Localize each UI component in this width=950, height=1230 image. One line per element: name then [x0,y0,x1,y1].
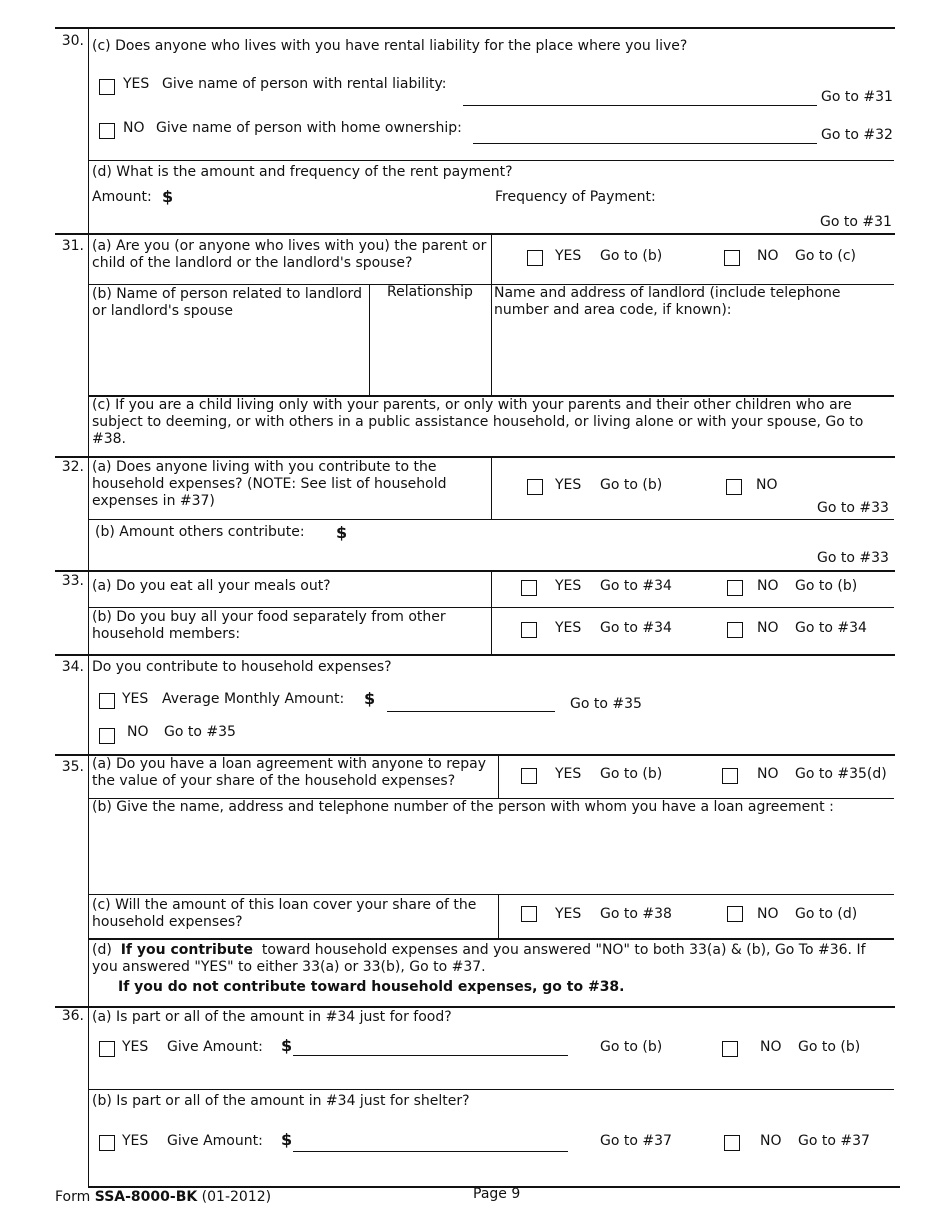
q36a-yes-label: YES [122,1039,149,1055]
q32a-yes-checkbox[interactable] [527,479,543,495]
q32a-no-checkbox[interactable] [726,479,742,495]
q36b-no-checkbox[interactable] [724,1135,740,1151]
q35d-prefix: (d) [92,942,112,958]
q31c-text: (c) If you are a child living only with your parents, or only with your parents and their other children who are subject to deeming, or with others in a public assistance household, or living alone or with your spouse, Go to #38. [92,397,864,447]
rule-33b [88,607,894,608]
q33a-no-checkbox[interactable] [727,580,743,596]
question-number-30: 30. [61,33,84,49]
q30c-no-label: NO [123,120,145,136]
q36a-dollar-sign: $ [281,1036,293,1055]
q35a-yes-label: YES [555,766,582,782]
q35d-text: toward household expenses and you answered "NO" to both 33(a) & (b), Go To #36. If you answered "YES" to either 33(a) or 33(b), Go to #37. [92,942,866,975]
q30c-yes-label: YES [123,76,150,92]
q36b-yes-checkbox[interactable] [99,1135,115,1151]
q30d-amount-label: Amount: [92,189,152,205]
q33a-no-label: NO [757,578,779,594]
q34-question: Do you contribute to household expenses? [92,659,392,675]
q36b-no-label: NO [760,1133,782,1149]
q33b-question: (b) Do you buy all your food separately from other household members: [92,609,446,642]
q32b-text: (b) Amount others contribute: [95,524,305,540]
q35c-yes-checkbox[interactable] [521,906,537,922]
q35b-text: (b) Give the name, address and telephone number of the person with whom you have a loan agreement : [92,799,834,815]
q32a-yes-label: YES [555,477,582,493]
q30c-no-checkbox[interactable] [99,123,115,139]
q30d-dollar-sign: $ [162,187,174,206]
rule-31 [55,233,895,235]
q31b-name-header: (b) Name of person related to landlord or landlord's spouse [92,286,362,319]
q35a-yes-checkbox[interactable] [521,768,537,784]
q32a-divider [491,456,492,519]
rule-32b [88,519,894,520]
q31a-divider [491,233,492,395]
q36b-question: (b) Is part or all of the amount in #34 just for shelter? [92,1093,470,1109]
rule-34 [55,654,895,656]
q32a-goto: Go to #33 [817,500,889,516]
q36b-no-goto: Go to #37 [798,1133,870,1149]
rule-32 [55,456,895,458]
q35d-bold-not-contribute: If you do not contribute toward household expenses, go to #38. [118,979,625,995]
form-number: SSA-8000-BK [94,1189,198,1205]
q36b-yes-text: Give Amount: [167,1133,263,1149]
q34-yes-text: Average Monthly Amount: [162,691,345,707]
question-number-32: 32. [61,459,84,475]
q34-yes-goto: Go to #35 [570,696,642,712]
q33b-no-checkbox[interactable] [727,622,743,638]
q33b-yes-checkbox[interactable] [521,622,537,638]
q31b-col-divider [369,284,370,395]
question-number-31: 31. [61,238,84,254]
q36a-goto: Go to (b) [600,1039,663,1055]
q35c-no-checkbox[interactable] [727,906,743,922]
q36a-no-label: NO [760,1039,782,1055]
q31a-yes-label: YES [555,248,582,264]
q36b-dollar-sign: $ [281,1130,293,1149]
q32b-goto: Go to #33 [817,550,889,566]
q35a-no-label: NO [757,766,779,782]
q33a-yes-checkbox[interactable] [521,580,537,596]
q35a-question: (a) Do you have a loan agreement with anyone to repay the value of your share of the household expenses? [92,756,487,789]
q35c-yes-label: YES [555,906,582,922]
q31b-relationship-header: Relationship [387,284,473,300]
q30d-question: (d) What is the amount and frequency of the rent payment? [92,164,513,180]
q35c-no-goto: Go to (d) [795,906,858,922]
form-id-footer [55,1189,271,1206]
q36a-yes-checkbox[interactable] [99,1041,115,1057]
form-prefix: Form [55,1189,91,1205]
q36b-amount-field[interactable] [293,1151,568,1152]
q34-yes-checkbox[interactable] [99,693,115,709]
q32a-yes-goto: Go to (b) [600,477,663,493]
q34-no-checkbox[interactable] [99,728,115,744]
q30c-yes-goto: Go to #31 [821,89,893,105]
q36a-question: (a) Is part or all of the amount in #34 just for food? [92,1009,452,1025]
q33b-no-label: NO [757,620,779,636]
q32b-dollar-sign: $ [336,523,348,542]
q35a-no-goto: Go to #35(d) [795,766,887,782]
q32a-no-label: NO [756,477,778,493]
q30d-goto: Go to #31 [820,214,892,230]
q33a-question: (a) Do you eat all your meals out? [92,578,331,594]
q34-no-label: NO [127,724,149,740]
q34-yes-label: YES [122,691,149,707]
q30c-no-text: Give name of person with home ownership: [156,120,462,136]
q35d-bold-if-contribute: If you contribute [120,942,253,958]
q30c-home-ownership-name-field[interactable] [473,143,817,144]
q33a-yes-goto: Go to #34 [600,578,672,594]
q35a-no-checkbox[interactable] [722,768,738,784]
q30d-frequency-label: Frequency of Payment: [495,189,656,205]
rule-35c [88,894,894,895]
q30c-rental-liability-name-field[interactable] [463,105,817,106]
q35c-no-label: NO [757,906,779,922]
q30c-yes-text: Give name of person with rental liability: [162,76,447,92]
q36a-amount-field[interactable] [293,1055,568,1056]
q33a-yes-label: YES [555,578,582,594]
q34-amount-field[interactable] [387,711,555,712]
q33a-no-goto: Go to (b) [795,578,858,594]
q30c-no-goto: Go to #32 [821,127,893,143]
q35c-divider [498,894,499,938]
q33-divider [491,570,492,654]
q35a-yes-goto: Go to (b) [600,766,663,782]
question-number-35: 35. [61,759,84,775]
q33b-yes-goto: Go to #34 [600,620,672,636]
q35a-divider [498,754,499,798]
q33b-yes-label: YES [555,620,582,636]
question-number-36: 36. [61,1008,84,1024]
q31a-no-checkbox[interactable] [724,250,740,266]
top-rule [55,27,895,29]
q31b-landlord-header: Name and address of landlord (include telephone number and area code, if known): [494,285,841,318]
q35c-yes-goto: Go to #38 [600,906,672,922]
question-number-34: 34. [61,659,84,675]
q33b-no-goto: Go to #34 [795,620,867,636]
rule-35d [88,938,894,940]
q31a-question: (a) Are you (or anyone who lives with you) the parent or child of the landlord or the landlord's spouse? [92,238,487,271]
q31a-no-goto: Go to (c) [795,248,856,264]
page-number: Page 9 [473,1186,521,1202]
q32a-question: (a) Does anyone living with you contribute to the household expenses? (NOTE: See list of household expenses in #37) [92,459,447,509]
q34-no-goto: Go to #35 [164,724,236,740]
q31a-yes-checkbox[interactable] [527,250,543,266]
rule-30d [88,160,894,161]
q34-dollar-sign: $ [364,689,376,708]
form-date: (01-2012) [201,1189,272,1205]
rule-36 [55,1006,895,1008]
q36a-yes-text: Give Amount: [167,1039,263,1055]
q35c-question: (c) Will the amount of this loan cover your share of the household expenses? [92,897,477,930]
rule-33 [55,570,895,572]
rule-36b [88,1089,894,1090]
q30c-yes-checkbox[interactable] [99,79,115,95]
q36a-no-checkbox[interactable] [722,1041,738,1057]
q31a-yes-goto: Go to (b) [600,248,663,264]
question-number-33: 33. [61,573,84,589]
q31a-no-label: NO [757,248,779,264]
q36b-yes-label: YES [122,1133,149,1149]
q36a-no-goto: Go to (b) [798,1039,861,1055]
q30c-question: (c) Does anyone who lives with you have rental liability for the place where you live? [92,38,688,54]
q36b-goto: Go to #37 [600,1133,672,1149]
q35d-instructions [92,942,888,976]
